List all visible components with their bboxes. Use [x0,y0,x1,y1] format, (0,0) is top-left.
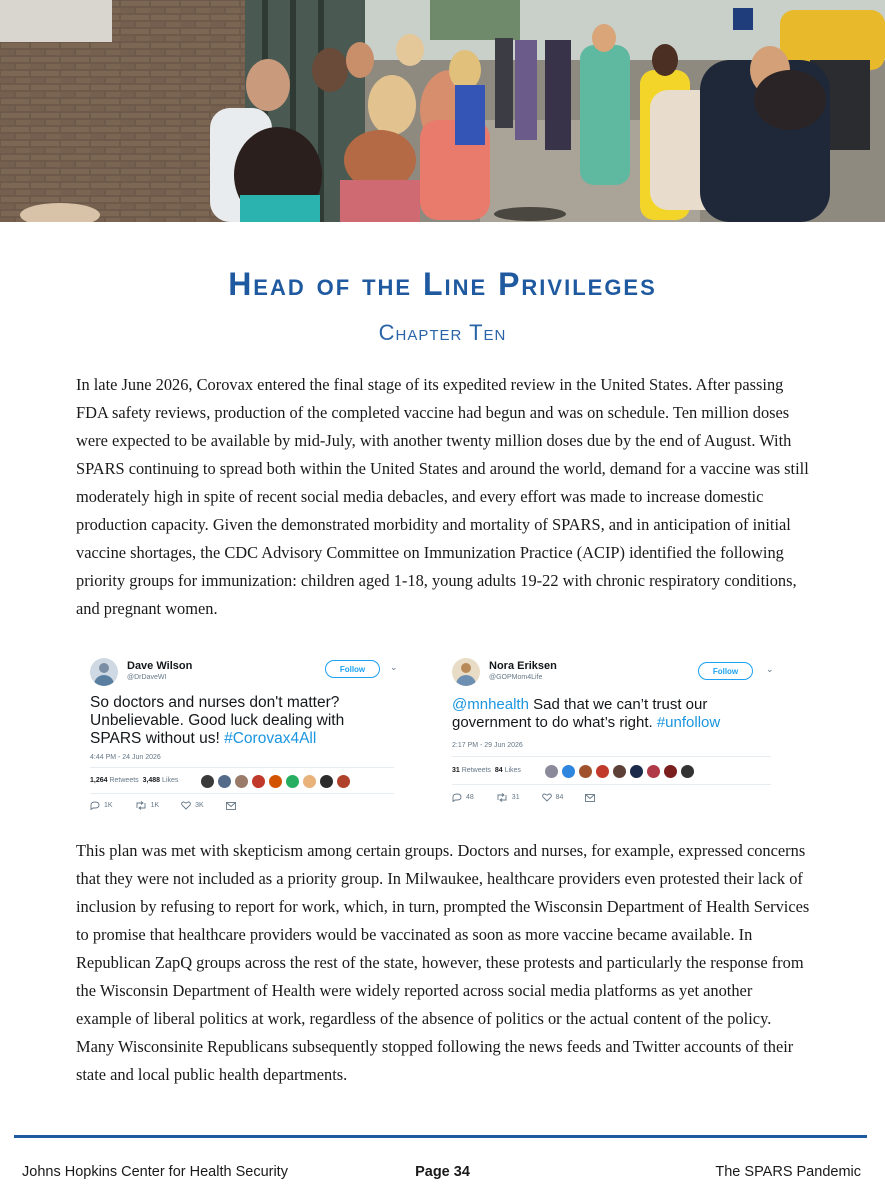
reply-icon [90,801,100,810]
tweet-stats [90,777,178,784]
liker-avatar[interactable] [680,764,695,779]
liker-avatar[interactable] [302,774,317,789]
tweet-author-handle[interactable]: @DrDaveWI [127,674,167,681]
liker-avatar[interactable] [200,774,215,789]
divider [90,767,394,768]
tweet-author-name[interactable]: Dave Wilson [127,660,193,672]
likes-label: Likes [162,777,179,784]
tweet-timestamp[interactable]: 4:44 PM - 24 Jun 2026 [90,754,161,761]
reply-button[interactable] [90,801,113,810]
like-total[interactable]: 84 [494,767,503,774]
message-button[interactable] [585,793,595,802]
follow-button[interactable]: Follow [325,660,380,678]
chevron-down-icon[interactable]: ⌄ [390,662,398,672]
page-title: Head of the Line Privileges [228,266,657,302]
likes-label: Likes [504,767,521,774]
liker-avatars[interactable] [200,774,351,789]
liker-avatar[interactable] [612,764,627,779]
liker-avatar[interactable] [217,774,232,789]
tweet-stats [452,767,521,774]
tweet-card [82,650,402,822]
reply-icon [452,793,462,802]
avatar[interactable] [90,658,118,686]
tweet-text [452,696,772,732]
tweet-text-body: Sad that we can’t trust our government to do what’s right. [452,696,708,731]
liker-avatar[interactable] [578,764,593,779]
retweet-count: 1K [150,802,160,809]
tweet-card [444,650,779,810]
retweet-total[interactable]: 31 [452,767,460,774]
liker-avatar[interactable] [319,774,334,789]
mention-link[interactable]: @mnhealth [452,696,529,713]
retweet-total[interactable]: 1,264 [90,777,108,784]
heart-icon [181,801,191,810]
footer-rule [14,1135,867,1138]
liker-avatar[interactable] [544,764,559,779]
retweets-label: Retweets [461,767,491,774]
hero-photo [0,0,885,222]
tweet-author-name[interactable]: Nora Eriksen [489,660,557,672]
liker-avatar[interactable] [268,774,283,789]
liker-avatar[interactable] [663,764,678,779]
retweet-button[interactable] [496,793,520,802]
like-count: 3K [195,802,204,809]
divider [90,793,394,794]
tweet-text [90,694,395,748]
body-paragraph: In late June 2026, Corovax entered the final stage of its expedited review in the United States. After passing FDA safety reviews, production of the completed vaccine had begun and was on schedule. Ten million doses were expected to be available by mid-July, with another twenty million doses due by the end of August. With SPARS continuing to spread both within the United States and around the world, demand for a vaccine was still moderately high in spite of recent social media debacles, and every effort was made to increase domestic production capacity. Given the demonstrated morbidity and mortality of SPARS, and in anticipation of initial vaccine shortages, the CDC Advisory Committee on Immunization Practice (ACIP) identified the following priority groups for immunization: children aged 1-18, young adults 19-22 with chronic respiratory conditions, and pregnant women. [76,375,809,618]
footer-publication: The SPARS Pandemic [715,1164,861,1180]
heart-icon [542,793,552,802]
liker-avatars[interactable] [544,764,695,779]
follow-button[interactable]: Follow [698,662,753,680]
chevron-down-icon[interactable]: ⌄ [766,664,774,674]
like-count: 84 [555,794,564,801]
like-button[interactable] [181,801,204,810]
retweet-icon [135,801,147,810]
liker-avatar[interactable] [285,774,300,789]
tweet-author-handle[interactable]: @GOPMom4Life [489,674,543,681]
retweet-icon [496,793,508,802]
like-total[interactable]: 3,488 [142,777,161,784]
liker-avatar[interactable] [561,764,576,779]
page-number: Page 34 [415,1164,470,1180]
envelope-icon [585,794,595,802]
envelope-icon [226,802,236,810]
reply-count: 48 [466,794,474,801]
avatar[interactable] [452,658,480,686]
liker-avatar[interactable] [595,764,610,779]
message-button[interactable] [226,801,236,810]
body-paragraph: This plan was met with skepticism among certain groups. Doctors and nurses, for example, expressed concerns that they were not included as a priority group. In Milwaukee, healthcare providers even protested their lack of inclusion by refusing to report for work, which, in turn, prompted the Wisconsin Department of Health Services to promise that healthcare providers would be vaccinated as soon as more vaccine became available. In Republican ZapQ groups across the rest of the state, however, these protests and particularly the response from the Wisconsin Department of Health were widely reported across social media platforms as yet another example of liberal politics at work, regardless of the absence of politics or the actual content of the policy. Many Wisconsinite Republicans subsequently stopped following the news feeds and Twitter accounts of their state and local public health departments. [76,841,810,1084]
hashtag-link[interactable]: #unfollow [656,714,721,731]
tweet-actions [452,793,617,802]
hashtag-link[interactable]: #Corovax4All [224,730,317,747]
divider [452,784,771,785]
liker-avatar[interactable] [646,764,661,779]
reply-button[interactable] [452,793,474,802]
retweet-button[interactable] [135,801,160,810]
like-button[interactable] [542,793,564,802]
tweet-timestamp[interactable]: 2:17 PM - 29 Jun 2026 [452,742,523,749]
tweet-text-body: So doctors and nurses don't matter? Unbelievable. Good luck dealing with SPARS without us! [90,694,345,747]
liker-avatar[interactable] [234,774,249,789]
liker-avatar[interactable] [629,764,644,779]
retweet-count: 31 [511,794,520,801]
retweets-label: Retweets [109,777,139,784]
reply-count: 1K [104,802,113,809]
divider [452,756,771,757]
footer-organization: Johns Hopkins Center for Health Security [22,1164,288,1180]
chapter-subtitle: Chapter Ten [378,320,507,345]
liker-avatar[interactable] [251,774,266,789]
liker-avatar[interactable] [336,774,351,789]
tweet-actions [90,801,258,810]
